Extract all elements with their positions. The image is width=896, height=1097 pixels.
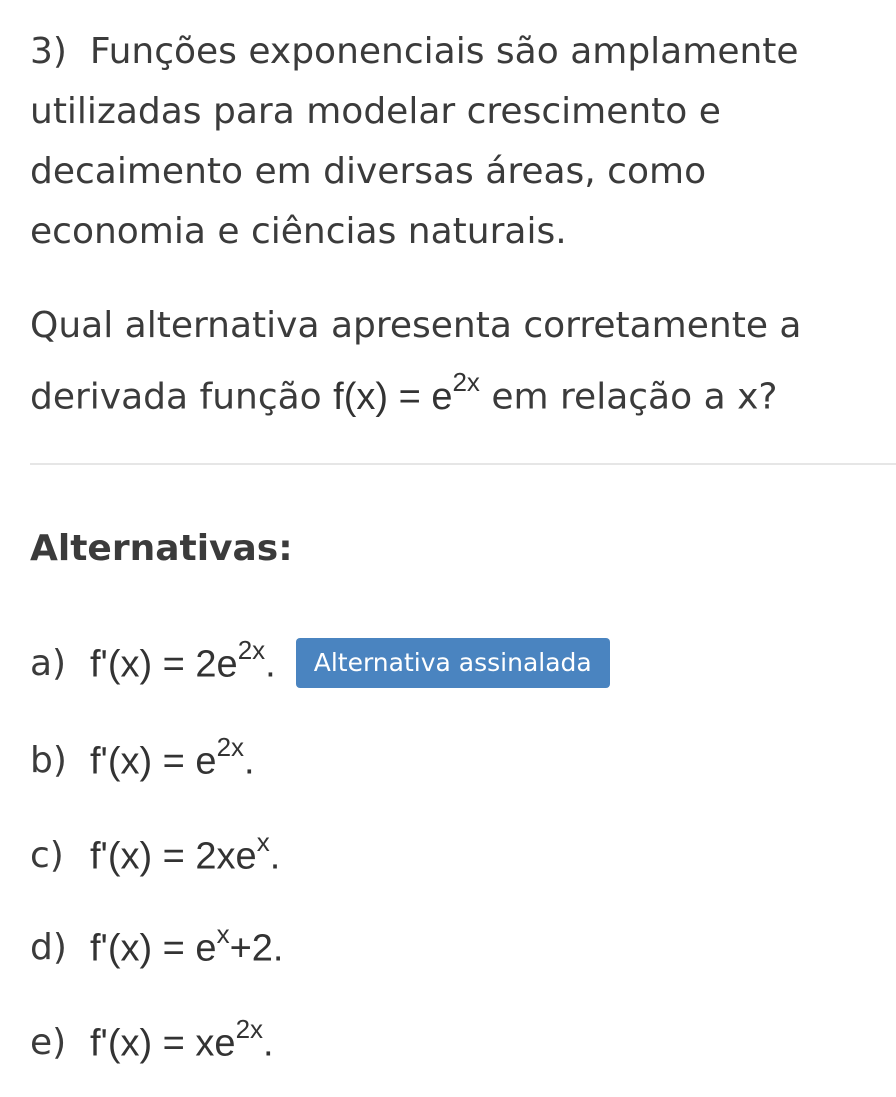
question-prompt-before: Qual alternativa apresenta corretamente a derivada função	[30, 305, 802, 418]
formula-exponent: 2x	[235, 1014, 264, 1045]
question-intro-text: Funções exponenciais são amplamente utilizadas para modelar crescimento e decaimento em diversas áreas, como economia e ciências naturais.	[30, 31, 799, 252]
question-intro	[30, 22, 870, 262]
formula-base: f'(x) = e	[90, 927, 217, 970]
formula-base: f'(x) = 2xe	[90, 835, 257, 878]
question-formula-exponent: 2x	[452, 367, 480, 397]
formula-exponent: 2x	[216, 732, 245, 763]
alternative-formula	[90, 732, 255, 784]
question-prompt	[30, 296, 870, 428]
question-block	[30, 22, 870, 428]
formula-exponent: 2x	[237, 635, 266, 666]
formula-tail: .	[244, 740, 255, 783]
alternative-e[interactable]	[30, 1014, 274, 1067]
alternative-a[interactable]	[30, 635, 610, 688]
alternative-formula	[90, 1014, 274, 1066]
alternative-formula	[90, 919, 284, 971]
alternative-letter: a)	[30, 642, 67, 684]
alternative-c[interactable]	[30, 827, 281, 880]
alternative-letter: b)	[30, 739, 67, 781]
question-formula	[333, 367, 480, 418]
alternative-b[interactable]	[30, 732, 255, 785]
formula-base: f'(x) = e	[90, 740, 217, 783]
formula-tail: .	[263, 1022, 274, 1065]
formula-tail: +2.	[229, 927, 284, 970]
alternatives-heading: Alternativas:	[30, 528, 293, 569]
formula-base: f'(x) = 2e	[90, 643, 238, 686]
formula-exponent: x	[216, 919, 230, 950]
formula-tail: .	[265, 643, 276, 686]
formula-tail: .	[269, 835, 281, 878]
question-formula-base: f(x) = e	[333, 375, 453, 418]
alternative-d[interactable]	[30, 919, 284, 972]
formula-base: f'(x) = xe	[90, 1022, 236, 1065]
section-divider	[30, 463, 896, 465]
alternative-formula	[90, 827, 281, 879]
alternative-letter: c)	[30, 834, 64, 876]
alternative-letter: d)	[30, 926, 67, 968]
selected-answer-badge: Alternativa assinalada	[296, 638, 610, 688]
question-prompt-after: em relação a x?	[479, 376, 778, 418]
alternative-letter: e)	[30, 1021, 67, 1063]
question-number: 3)	[30, 31, 67, 72]
alternative-formula	[90, 635, 276, 687]
formula-exponent: x	[256, 827, 270, 858]
